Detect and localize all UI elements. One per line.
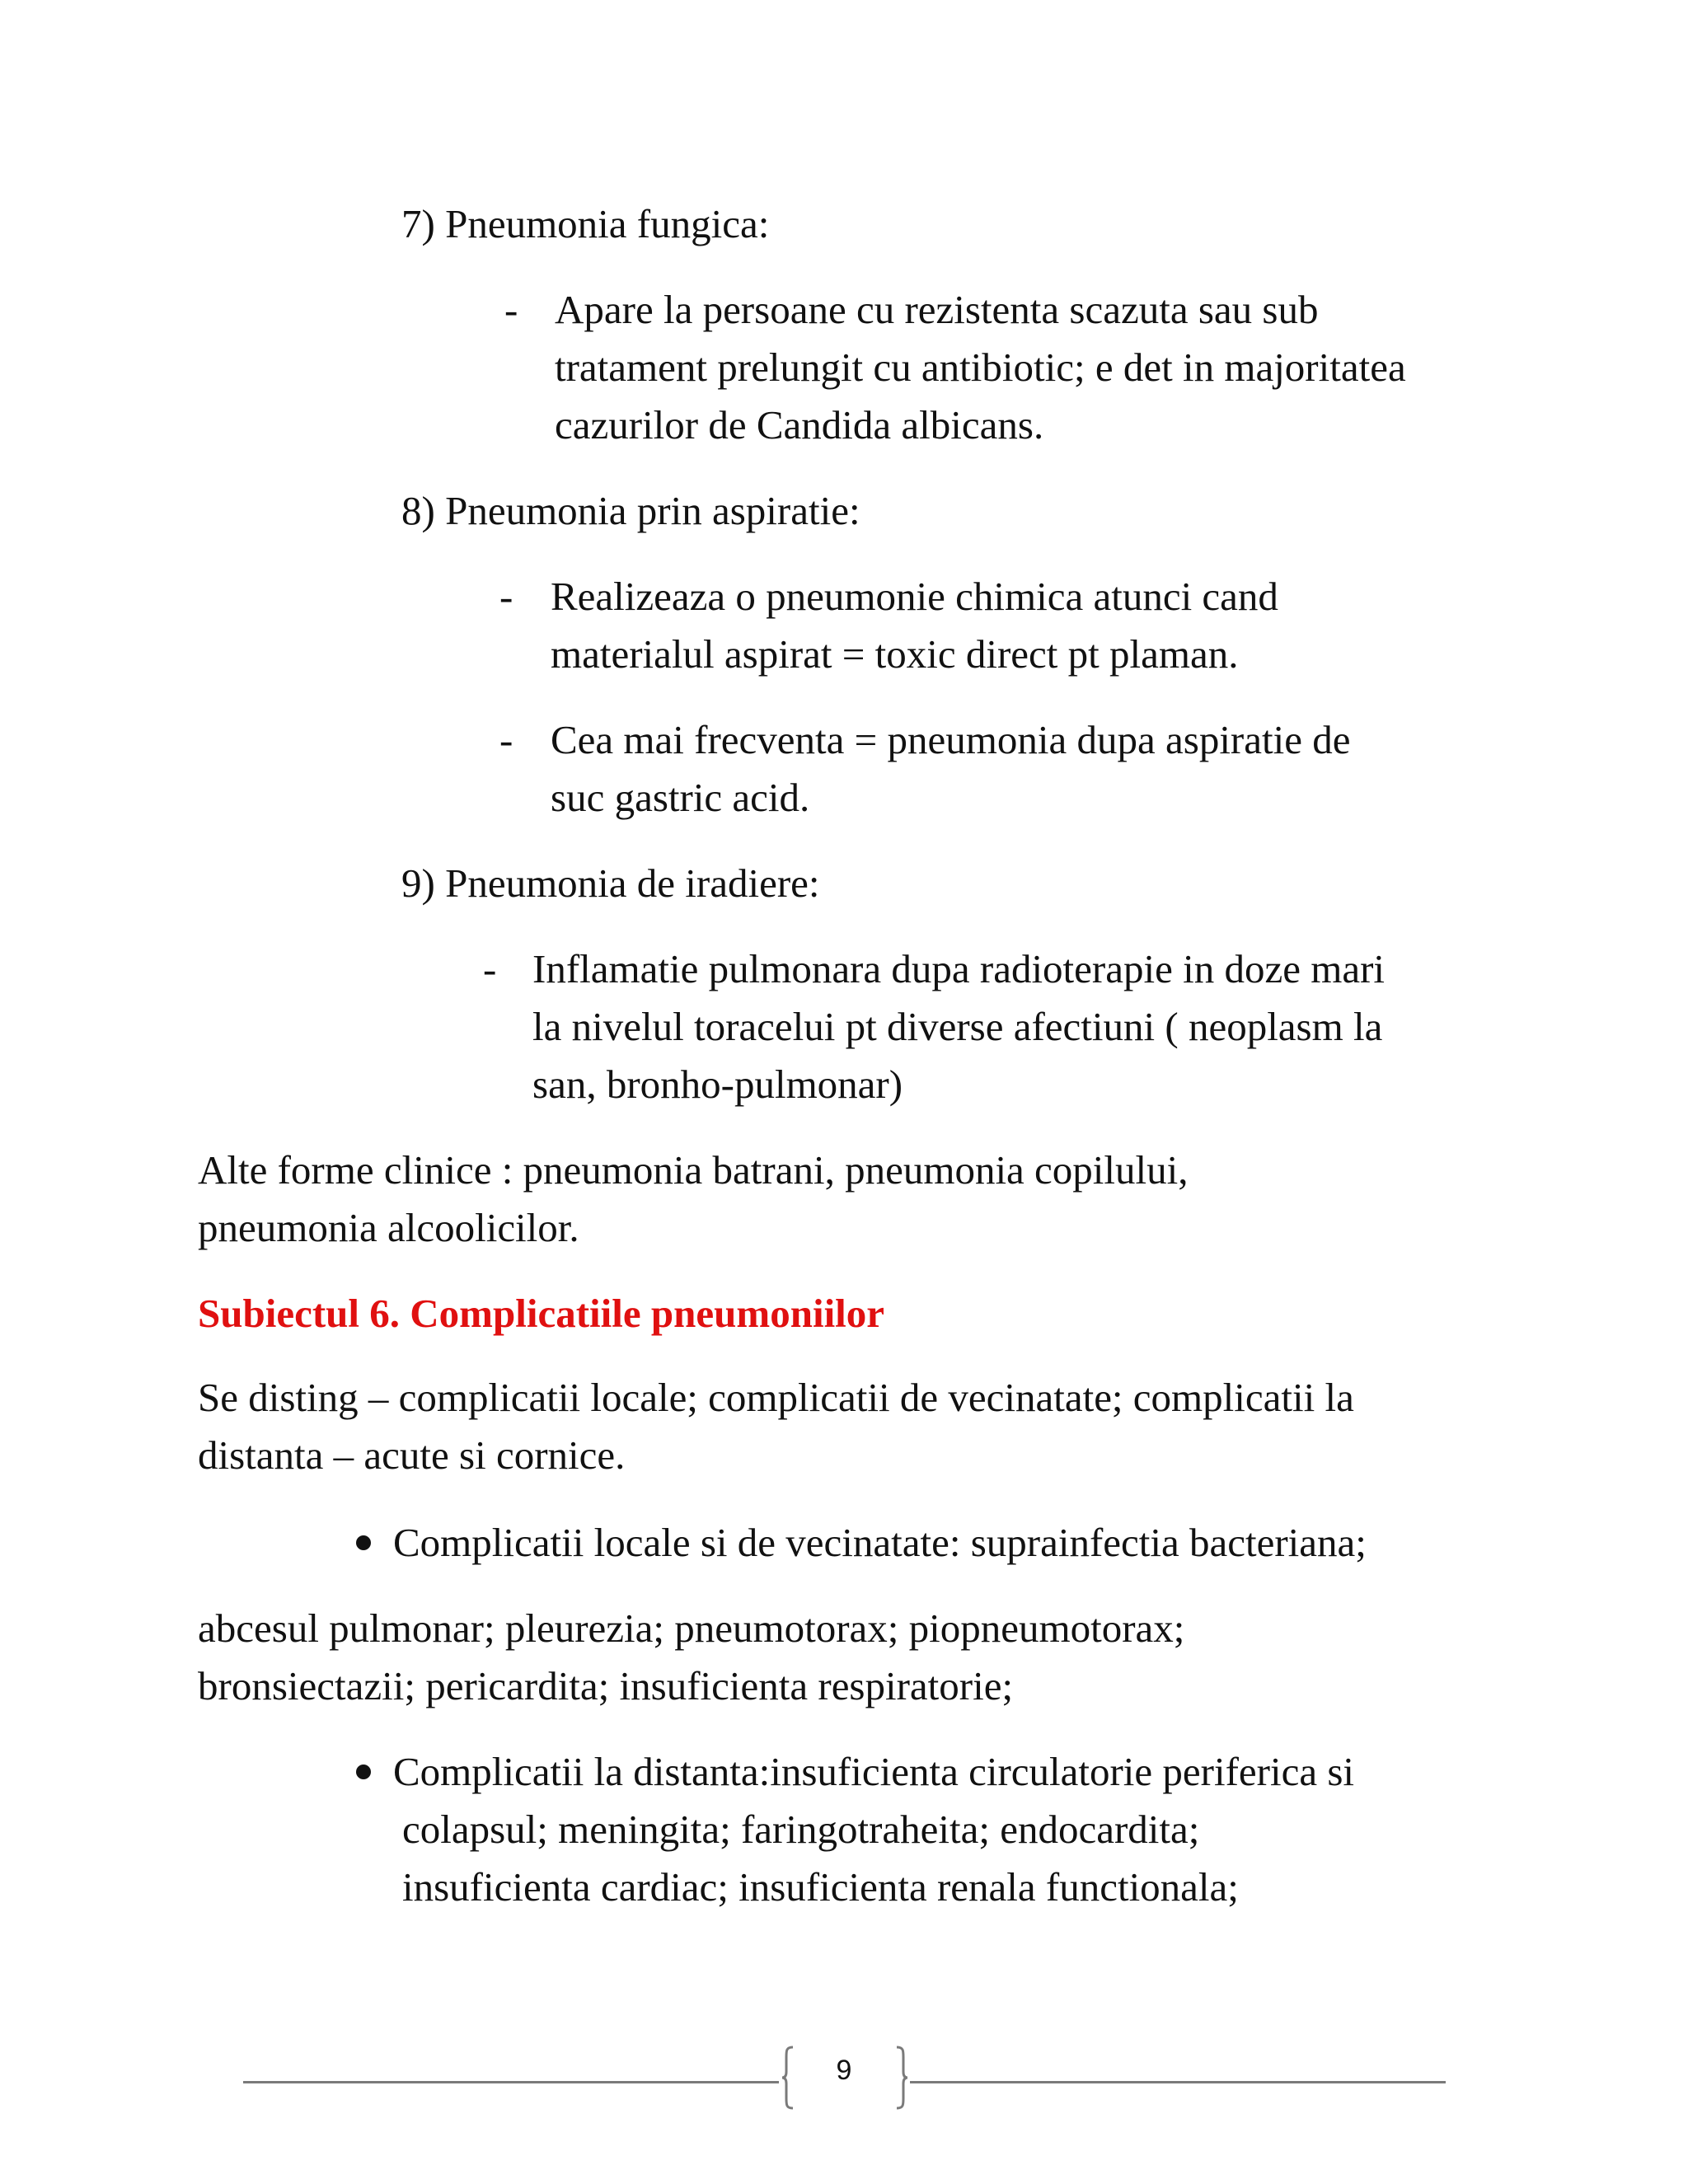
bullet-line: san, bronho-pulmonar) [532, 1062, 903, 1107]
dash-marker: - [499, 574, 513, 619]
bullet-line: tratament prelungit cu antibiotic; e det in majoritatea [555, 344, 1406, 390]
bullet-line: materialul aspirat = toxic direct pt plaman. [551, 631, 1239, 677]
footer-rule-right [910, 2081, 1446, 2083]
right-brace-icon [895, 2046, 908, 2110]
bullet-line: la nivelul toracelui pt diverse afectiuni ( neoplasm la [532, 1004, 1383, 1049]
other-forms-line: Alte forme clinice : pneumonia batrani, pneumonia copilului, [198, 1147, 1189, 1193]
section-title: Subiectul 6. Complicatiile pneumoniilor [198, 1291, 885, 1336]
intro-line: Se disting – complicatii locale; complicatii de vecinatate; complicatii la [198, 1375, 1354, 1420]
local-complications-line: bronsiectazii; pericardita; insuficienta respiratorie; [198, 1663, 1014, 1708]
bullet-line: cazurilor de Candida albicans. [555, 402, 1044, 448]
dash-marker: - [504, 287, 518, 332]
left-brace-icon [781, 2046, 795, 2110]
distant-complications-line: colapsul; meningita; faringotraheita; endocardita; [402, 1807, 1200, 1852]
intro-line: distanta – acute si cornice. [198, 1432, 626, 1478]
bullet-line: suc gastric acid. [551, 775, 810, 820]
bullet-dot-icon [356, 1535, 371, 1550]
local-complications-first: Complicatii locale si de vecinatate: suprainfectia bacteriana; [393, 1520, 1367, 1565]
distant-complications-line: Complicatii la distanta:insuficienta circulatorie periferica si [393, 1749, 1355, 1794]
bullet-dot-icon [356, 1765, 371, 1779]
page-number: 9 [836, 2055, 852, 2086]
bullet-line: Cea mai frecventa = pneumonia dupa aspiratie de [551, 717, 1351, 762]
item-heading-9: 9) Pneumonia de iradiere: [401, 860, 820, 906]
local-complications-line: abcesul pulmonar; pleurezia; pneumotorax; piopneumotorax; [198, 1605, 1185, 1651]
distant-complications-line: insuficienta cardiac; insuficienta renala functionala; [402, 1864, 1239, 1910]
footer-rule-left [243, 2081, 779, 2083]
bullet-line: Apare la persoane cu rezistenta scazuta sau sub [555, 287, 1319, 332]
item-heading-7: 7) Pneumonia fungica: [401, 201, 770, 246]
bullet-line: Inflamatie pulmonara dupa radioterapie in doze mari [532, 946, 1386, 991]
dash-marker: - [483, 946, 497, 991]
other-forms-line: pneumonia alcoolicilor. [198, 1205, 579, 1250]
bullet-line: Realizeaza o pneumonie chimica atunci cand [551, 574, 1278, 619]
dash-marker: - [499, 717, 513, 762]
item-heading-8: 8) Pneumonia prin aspiratie: [401, 488, 860, 533]
